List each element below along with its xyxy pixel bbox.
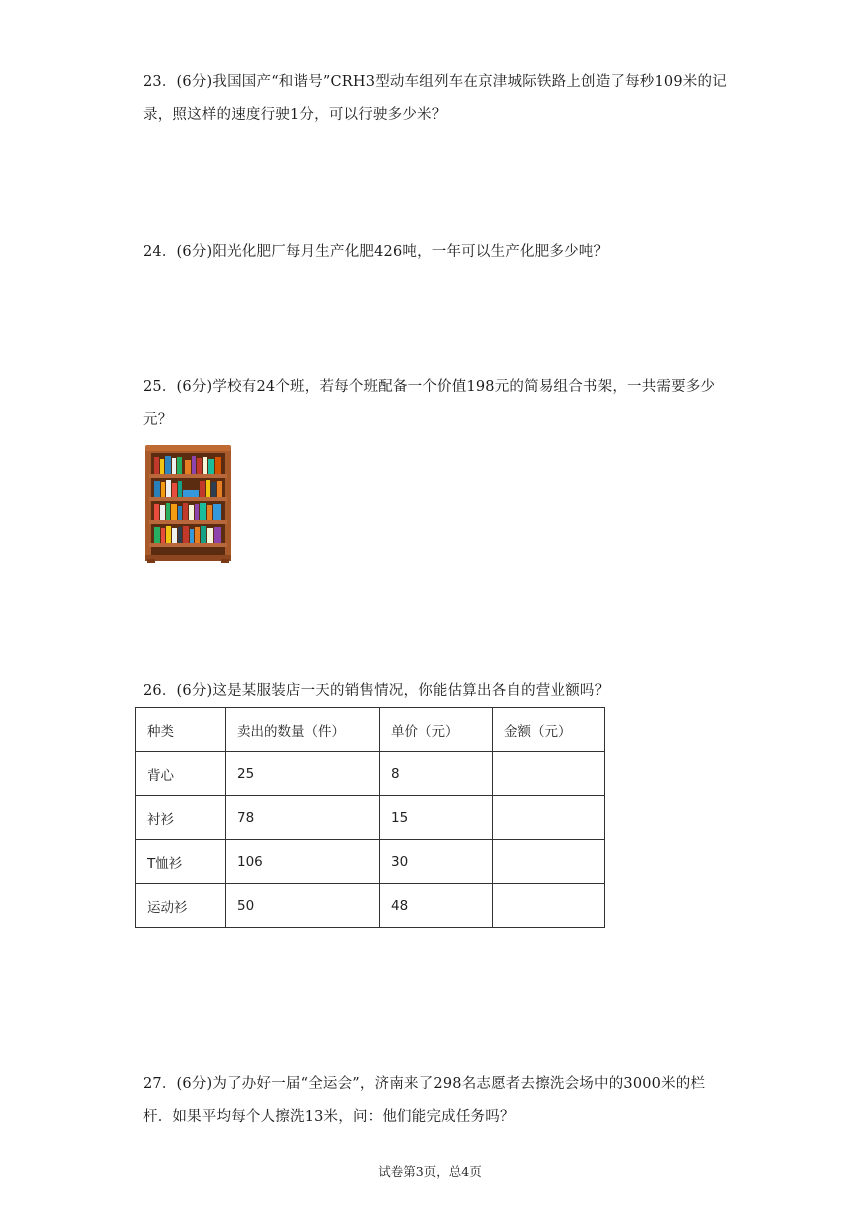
table-header-cell: 卖出的数量（件） — [226, 708, 380, 752]
table-cell: T恤衫 — [136, 840, 226, 884]
table-header-row — [136, 708, 605, 752]
bookshelf-icon — [145, 445, 231, 563]
table-cell — [493, 752, 605, 796]
table-header-cell: 单价（元） — [380, 708, 493, 752]
table-cell: 106 — [226, 840, 380, 884]
table-row — [136, 796, 605, 840]
table-row — [136, 884, 605, 928]
table-cell: 15 — [380, 796, 493, 840]
table-cell: 78 — [226, 796, 380, 840]
table-cell: 运动衫 — [136, 884, 226, 928]
sales-table — [135, 707, 605, 928]
question-24: 24．(6分)阳光化肥厂每月生产化肥426吨，一年可以生产化肥多少吨？ — [143, 244, 609, 260]
question-23: 23．(6分)我国国产“和谐号”CRH3型动车组列车在京津城际铁路上创造了每秒109米的记录，照这样的速度行驶1分，可以行驶多少米？ — [143, 74, 727, 123]
table-header-cell: 种类 — [136, 708, 226, 752]
table-cell: 8 — [380, 752, 493, 796]
table-cell — [493, 840, 605, 884]
question-27: 27．(6分)为了办好一届“全运会”，济南来了298名志愿者去擦洗会场中的3000米的栏杆．如果平均每个人擦洗13米，问：他们能完成任务吗？ — [143, 1076, 706, 1125]
table-cell: 30 — [380, 840, 493, 884]
table-header-cell: 金额（元） — [493, 708, 605, 752]
table-cell: 50 — [226, 884, 380, 928]
page-footer: 试卷第3页，总4页 — [378, 1164, 482, 1179]
question-26: 26．(6分)这是某服装店一天的销售情况，你能估算出各自的营业额吗？ — [143, 683, 610, 699]
table-cell — [493, 796, 605, 840]
table-cell: 25 — [226, 752, 380, 796]
table-cell: 背心 — [136, 752, 226, 796]
table-row — [136, 840, 605, 884]
table-cell: 48 — [380, 884, 493, 928]
question-25: 25．(6分)学校有24个班，若每个班配备一个价值198元的简易组合书架，一共需要多少元？ — [143, 379, 716, 428]
table-cell — [493, 884, 605, 928]
table-cell: 衬衫 — [136, 796, 226, 840]
table-row — [136, 752, 605, 796]
